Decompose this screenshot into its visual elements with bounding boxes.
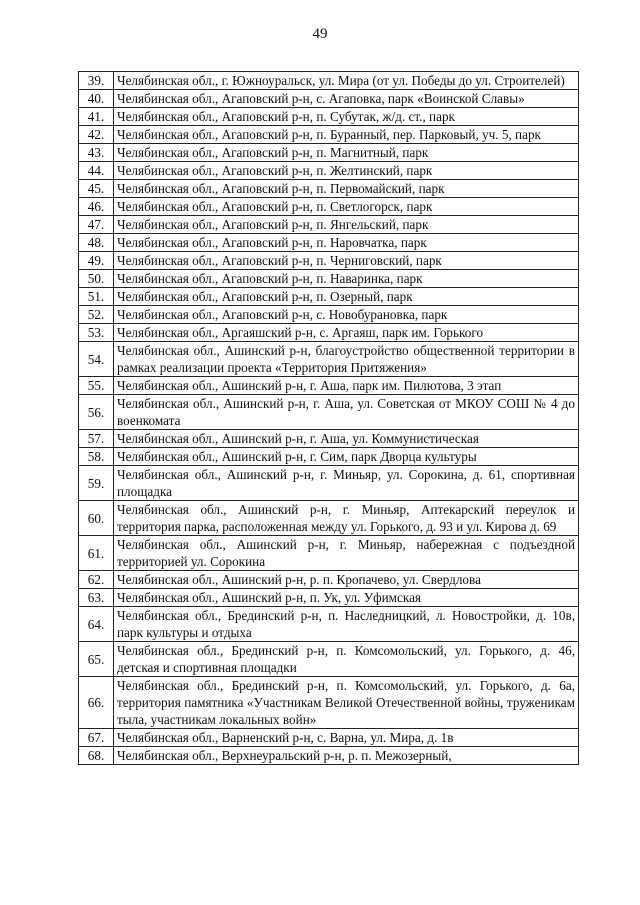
row-address: Челябинская обл., Ашинский р-н, г. Аша, ул. Коммунистическая xyxy=(114,430,579,448)
row-number: 50. xyxy=(79,270,114,288)
row-address: Челябинская обл., Ашинский р-н, г. Аша, ул. Советская от МКОУ СОШ № 4 до военкомата xyxy=(114,395,579,430)
table-row xyxy=(79,729,579,747)
row-address: Челябинская обл., Агаповский р-н, п. Черниговский, парк xyxy=(114,252,579,270)
row-number: 40. xyxy=(79,90,114,108)
row-number: 56. xyxy=(79,395,114,430)
row-address: Челябинская обл., Агаповский р-н, п. Светлогорск, парк xyxy=(114,198,579,216)
row-address: Челябинская обл., Ашинский р-н, г. Миньяр, набережная с подъездной территорией ул. Сорокина xyxy=(114,536,579,571)
table-row xyxy=(79,747,579,765)
table-body xyxy=(79,72,579,765)
row-address: Челябинская обл., Агаповский р-н, п. Буранный, пер. Парковый, уч. 5, парк xyxy=(114,126,579,144)
row-address: Челябинская обл., Агаповский р-н, п. Субутак, ж/д. ст., парк xyxy=(114,108,579,126)
row-number: 52. xyxy=(79,306,114,324)
table-row xyxy=(79,342,579,377)
row-number: 64. xyxy=(79,607,114,642)
row-number: 58. xyxy=(79,448,114,466)
row-address: Челябинская обл., Аргаяшский р-н, с. Аргаяш, парк им. Горького xyxy=(114,324,579,342)
row-number: 62. xyxy=(79,571,114,589)
row-number: 59. xyxy=(79,466,114,501)
table-row xyxy=(79,216,579,234)
table-row xyxy=(79,536,579,571)
table-row xyxy=(79,642,579,677)
row-address: Челябинская обл., Агаповский р-н, п. Наровчатка, парк xyxy=(114,234,579,252)
table-row xyxy=(79,252,579,270)
table-row xyxy=(79,324,579,342)
table-row xyxy=(79,126,579,144)
row-address: Челябинская обл., Ашинский р-н, г. Миньяр, Аптекарский переулок и территория парка, расположенная между ул. Горького, д. 93 и ул. Кирова д. 69 xyxy=(114,501,579,536)
row-address: Челябинская обл., Верхнеуральский р-н, р. п. Межозерный, xyxy=(114,747,579,765)
row-number: 63. xyxy=(79,589,114,607)
row-number: 47. xyxy=(79,216,114,234)
table-row xyxy=(79,395,579,430)
row-number: 68. xyxy=(79,747,114,765)
row-number: 46. xyxy=(79,198,114,216)
table-row xyxy=(79,448,579,466)
row-number: 54. xyxy=(79,342,114,377)
row-address: Челябинская обл., Агаповский р-н, п. Озерный, парк xyxy=(114,288,579,306)
row-address: Челябинская обл., Агаповский р-н, п. Первомайский, парк xyxy=(114,180,579,198)
page-number: 49 xyxy=(312,26,328,42)
table-row xyxy=(79,571,579,589)
table-row xyxy=(79,306,579,324)
row-address: Челябинская обл., Ашинский р-н, п. Ук, ул. Уфимская xyxy=(114,589,579,607)
row-number: 49. xyxy=(79,252,114,270)
row-address: Челябинская обл., Варненский р-н, с. Варна, ул. Мира, д. 1в xyxy=(114,729,579,747)
row-number: 60. xyxy=(79,501,114,536)
row-number: 57. xyxy=(79,430,114,448)
row-address: Челябинская обл., Агаповский р-н, п. Янгельский, парк xyxy=(114,216,579,234)
table-row xyxy=(79,466,579,501)
row-address: Челябинская обл., Агаповский р-н, с. Новобурановка, парк xyxy=(114,306,579,324)
table-row xyxy=(79,144,579,162)
row-address: Челябинская обл., Агаповский р-н, с. Агаповка, парк «Воинской Славы» xyxy=(114,90,579,108)
row-number: 51. xyxy=(79,288,114,306)
locations-table xyxy=(78,71,579,765)
row-address: Челябинская обл., Агаповский р-н, п. Наваринка, парк xyxy=(114,270,579,288)
table-row xyxy=(79,288,579,306)
table-row xyxy=(79,162,579,180)
row-number: 66. xyxy=(79,677,114,729)
table-row xyxy=(79,377,579,395)
table-row xyxy=(79,589,579,607)
row-address: Челябинская обл., г. Южноуральск, ул. Мира (от ул. Победы до ул. Строителей) xyxy=(114,72,579,90)
row-number: 44. xyxy=(79,162,114,180)
row-number: 65. xyxy=(79,642,114,677)
row-address: Челябинская обл., Ашинский р-н, благоустройство общественной территории в рамках реализации проекта «Территория Притяжения» xyxy=(114,342,579,377)
table-row xyxy=(79,90,579,108)
row-address: Челябинская обл., Ашинский р-н, г. Миньяр, ул. Сорокина, д. 61, спортивная площадка xyxy=(114,466,579,501)
table-row xyxy=(79,72,579,90)
row-address: Челябинская обл., Агаповский р-н, п. Желтинский, парк xyxy=(114,162,579,180)
table-row xyxy=(79,607,579,642)
row-address: Челябинская обл., Ашинский р-н, г. Сим, парк Дворца культуры xyxy=(114,448,579,466)
row-number: 55. xyxy=(79,377,114,395)
row-address: Челябинская обл., Брединский р-н, п. Комсомольский, ул. Горького, д. 46, детская и спортивная площадки xyxy=(114,642,579,677)
row-address: Челябинская обл., Брединский р-н, п. Комсомольский, ул. Горького, д. 6а, территория памятника «Участникам Великой Отечественной войны, труженикам тыла, участникам локальных войн» xyxy=(114,677,579,729)
row-number: 61. xyxy=(79,536,114,571)
table-row xyxy=(79,430,579,448)
table-row xyxy=(79,234,579,252)
row-number: 67. xyxy=(79,729,114,747)
row-address: Челябинская обл., Агаповский р-н, п. Магнитный, парк xyxy=(114,144,579,162)
table-row xyxy=(79,501,579,536)
row-address: Челябинская обл., Ашинский р-н, г. Аша, парк им. Пилютова, 3 этап xyxy=(114,377,579,395)
table-row xyxy=(79,270,579,288)
table-row xyxy=(79,198,579,216)
table-row xyxy=(79,180,579,198)
row-number: 42. xyxy=(79,126,114,144)
table-row xyxy=(79,677,579,729)
row-address: Челябинская обл., Ашинский р-н, р. п. Кропачево, ул. Свердлова xyxy=(114,571,579,589)
row-address: Челябинская обл., Брединский р-н, п. Наследницкий, л. Новостройки, д. 10в, парк культуры и отдыха xyxy=(114,607,579,642)
row-number: 45. xyxy=(79,180,114,198)
row-number: 39. xyxy=(79,72,114,90)
row-number: 43. xyxy=(79,144,114,162)
row-number: 53. xyxy=(79,324,114,342)
row-number: 48. xyxy=(79,234,114,252)
row-number: 41. xyxy=(79,108,114,126)
table-row xyxy=(79,108,579,126)
